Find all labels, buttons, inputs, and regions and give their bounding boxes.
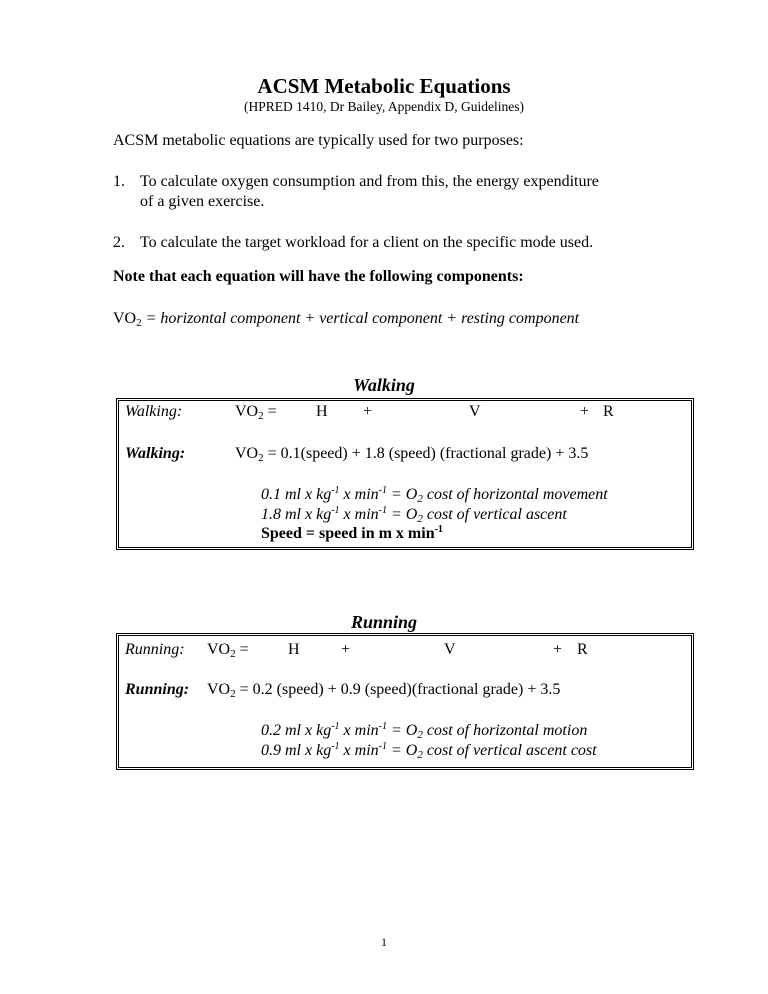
running-plus-2: + — [553, 641, 563, 658]
walking-vo: $VO_2$ = — [235, 403, 277, 422]
walking-def-horizontal: 0.1 ml x $kg^{-1}$ x $\min^{-1} = O_2$ cost of horizontal movement — [261, 485, 608, 505]
walking-equation: $VO_2$ = 0.1(speed) + 1.8 (speed) (fractional grade) + 3.5 — [235, 445, 589, 464]
purpose-2-number: 2. — [113, 234, 125, 251]
purpose-2-line1: To calculate the target workload for a client on the specific mode used. — [140, 234, 594, 251]
walking-v: V — [469, 403, 481, 420]
page-number: 1 — [381, 935, 387, 949]
running-h: H — [288, 641, 300, 658]
page-title: ACSM Metabolic Equations — [257, 74, 511, 98]
walking-speed-def: Speed = speed in m x $\min^{-1}$ — [261, 524, 443, 542]
walking-r: R — [603, 403, 614, 420]
components-note: Note that each equation will have the following components: — [113, 268, 524, 285]
page-subtitle: (HPRED 1410, Dr Bailey, Appendix D, Guidelines) — [244, 99, 524, 114]
walking-plus-2: + — [580, 403, 590, 420]
general-vo: VO — [113, 310, 137, 327]
running-label-1: Running: — [125, 641, 185, 658]
purpose-1-line2: of a given exercise. — [140, 193, 265, 210]
general-components: = horizontal component + vertical component + resting component — [145, 310, 580, 327]
running-r: R — [577, 641, 588, 658]
walking-label-2: Walking: — [125, 445, 186, 462]
running-plus-1: + — [341, 641, 351, 658]
running-label-2: Running: — [125, 681, 190, 698]
walking-label-1: Walking: — [125, 403, 183, 420]
intro-text: ACSM metabolic equations are typically used for two purposes: — [113, 132, 524, 149]
walking-plus-1: + — [363, 403, 373, 420]
walking-section-title: Walking — [353, 375, 415, 395]
running-section-title: Running — [350, 612, 418, 632]
purpose-1-number: 1. — [113, 173, 125, 190]
running-v: V — [444, 641, 456, 658]
running-def-vertical: 0.9 ml x $kg^{-1}$ x $\min^{-1} = O_2$ cost of vertical ascent cost — [261, 741, 597, 761]
walking-def-vertical: 1.8 ml x $kg^{-1}$ x $\min^{-1} = O_2$ cost of vertical ascent — [261, 505, 567, 525]
walking-h: H — [316, 403, 328, 420]
purpose-1-line1: To calculate oxygen consumption and from this, the energy expenditure — [140, 173, 599, 190]
running-equation: $VO_2 = 0.2$ (speed) + 0.9 (speed)(fractional grade) + 3.5 — [207, 681, 561, 700]
running-def-horizontal: 0.2 ml x $kg^{-1}$ x $\min^{-1} = O_2$ cost of horizontal motion — [261, 721, 588, 741]
running-vo: $VO_2$ = — [207, 641, 249, 660]
general-equation — [113, 310, 579, 329]
general-vo-sub: 2 — [136, 317, 142, 329]
